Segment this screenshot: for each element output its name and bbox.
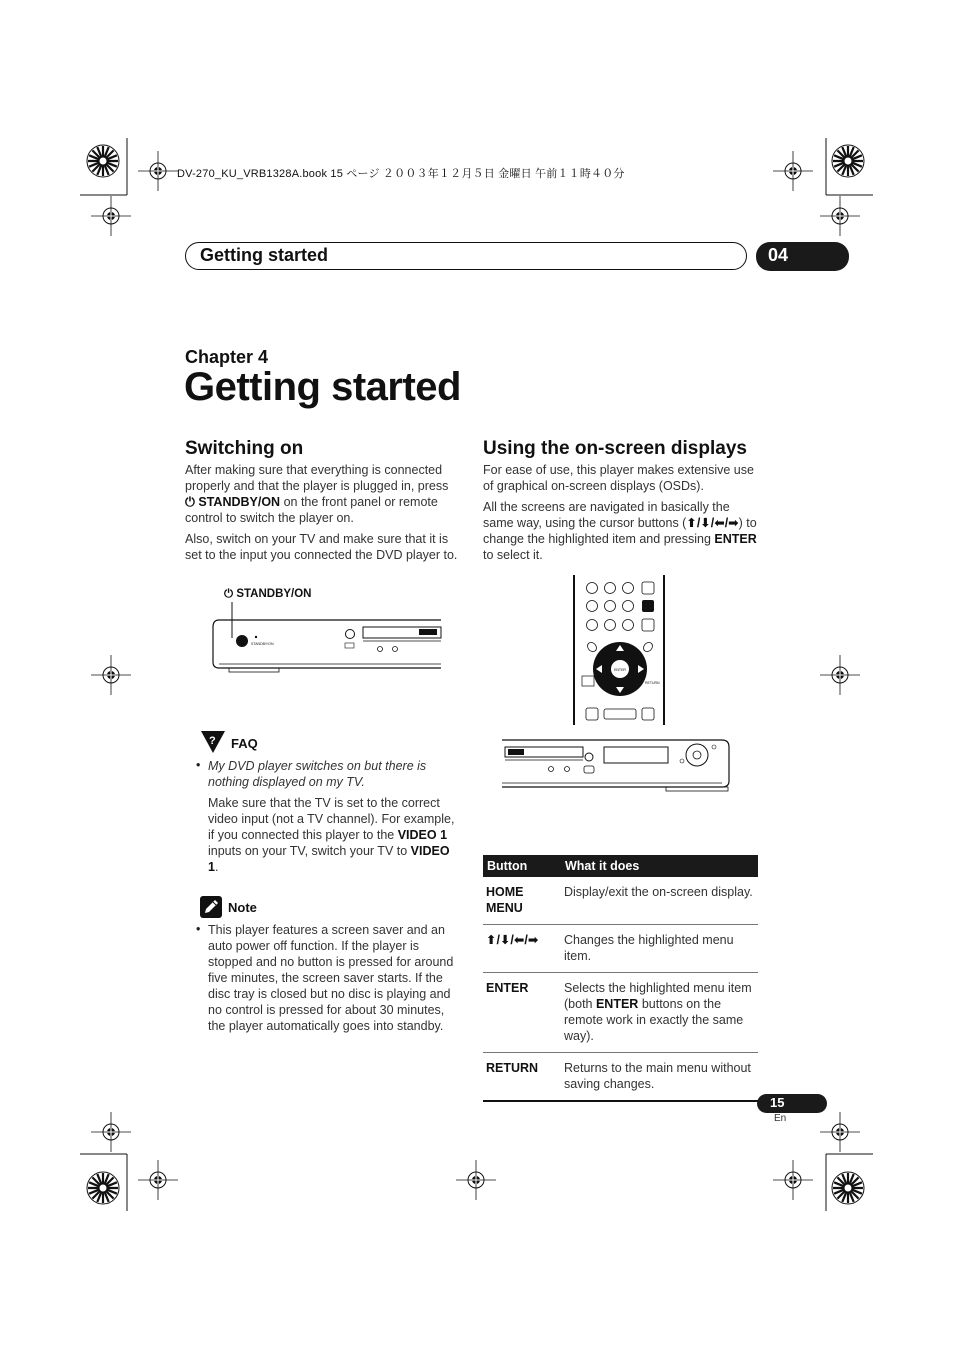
remote-enter-text: ENTER — [614, 668, 626, 672]
table-cell-description: Returns to the main menu without saving changes. — [561, 1053, 758, 1102]
switching-on-paragraph-2: Also, switch on your TV and make sure that it is set to the input you connected the DVD player to. — [185, 532, 458, 562]
remote-return-text: RETURN — [645, 681, 660, 685]
osd-heading: Using the on-screen displays — [483, 438, 747, 459]
switching-on-paragraph-1 — [185, 462, 460, 526]
text-span: After making sure that everything is connected properly and that the player is plugged in, press — [185, 463, 449, 493]
text-span: buttons on the remote work in exactly the same way). — [564, 997, 744, 1043]
dvd-player-front-illustration — [205, 600, 445, 676]
power-icon: ⏻ — [224, 588, 234, 600]
table-header-row — [483, 855, 758, 877]
text-span: on the front panel or remote control to switch the player on. — [185, 495, 438, 525]
bullet-dot: • — [196, 758, 201, 772]
text-span: to select it. — [483, 548, 543, 562]
table-row — [483, 1053, 758, 1102]
cursor-arrows-icon: ⬆/⬇/⬅/➡ — [686, 516, 739, 530]
faq-title: FAQ — [231, 736, 258, 751]
osd-paragraph-1: For ease of use, this player makes extensive use of graphical on-screen displays (OSDs). — [483, 463, 754, 493]
table-row — [483, 973, 758, 1053]
dvd-player-front-illustration-2 — [500, 737, 734, 795]
text-span: Selects the highlighted menu item (both — [564, 981, 752, 1011]
video1-label: VIDEO 1 — [208, 844, 450, 874]
note-title: Note — [228, 900, 257, 915]
table-row — [483, 877, 758, 925]
table-cell-description: Changes the highlighted menu item. — [561, 925, 758, 973]
enter-label: ENTER — [714, 532, 757, 546]
table-header-description: What it does — [561, 855, 758, 877]
faq-icon — [199, 729, 227, 755]
table-cell-button: HOME MENU — [483, 877, 561, 925]
svg-text:STANDBY/ON: STANDBY/ON — [251, 642, 274, 646]
chapter-number: 04 — [768, 245, 789, 265]
faq-question: My DVD player switches on but there is nothing displayed on my TV. — [208, 759, 427, 789]
text-span: inputs on your TV, switch your TV to — [208, 844, 411, 858]
svg-text:?: ? — [209, 735, 216, 747]
osd-paragraph-2 — [483, 499, 758, 563]
table-header-button: Button — [483, 855, 561, 877]
header-section-title: Getting started — [200, 245, 329, 265]
power-icon: ⏻ — [185, 495, 195, 509]
faq-answer — [208, 795, 460, 875]
table-cell-button: RETURN — [483, 1053, 561, 1102]
switching-on-heading: Switching on — [185, 438, 304, 459]
standby-on-label: STANDBY/ON — [198, 495, 281, 509]
text-span: Make sure that the TV is set to the correct video input (not a TV channel). For example, if you connected this player to the — [208, 796, 455, 842]
page-title: Getting started — [184, 365, 461, 409]
page-language: En — [774, 1113, 787, 1124]
video1-label: VIDEO 1 — [397, 828, 448, 842]
table-cell-description — [561, 973, 758, 1053]
table-cell-description: Display/exit the on-screen display. — [561, 877, 758, 925]
text-span: ) to change the highlighted item and pressing — [483, 516, 757, 546]
text-span: All the screens are navigated in basically the same way, using the cursor buttons ( — [483, 500, 730, 530]
button-table — [483, 855, 758, 1102]
text-span: . — [214, 860, 219, 874]
table-cell-button: ⬆/⬇/⬅/➡ — [483, 925, 561, 973]
note-pencil-icon — [200, 896, 222, 918]
page-number: 15 — [770, 1095, 785, 1110]
enter-label: ENTER — [595, 997, 639, 1011]
page-number-pill — [757, 1094, 827, 1113]
chapter-label: Chapter 4 — [185, 347, 269, 367]
note-text: This player features a screen saver and an auto power off function. If the player is stopped and no button is pressed for around five minutes, the screen saver starts. If the disc tray is closed but no disc is playing and no control is pressed for about 30 minutes, the player automatically goes into standby. — [208, 923, 454, 1033]
table-row — [483, 925, 758, 973]
table-cell-button: ENTER — [483, 973, 561, 1053]
remote-control-illustration — [572, 575, 668, 725]
print-file-line: DV-270_KU_VRB1328A.book 15 ページ ２００３年１２月５日 金曜日 午前１１時４０分 — [177, 168, 625, 180]
bullet-dot: • — [196, 922, 201, 936]
figure-standby-text: STANDBY/ON — [236, 588, 312, 600]
